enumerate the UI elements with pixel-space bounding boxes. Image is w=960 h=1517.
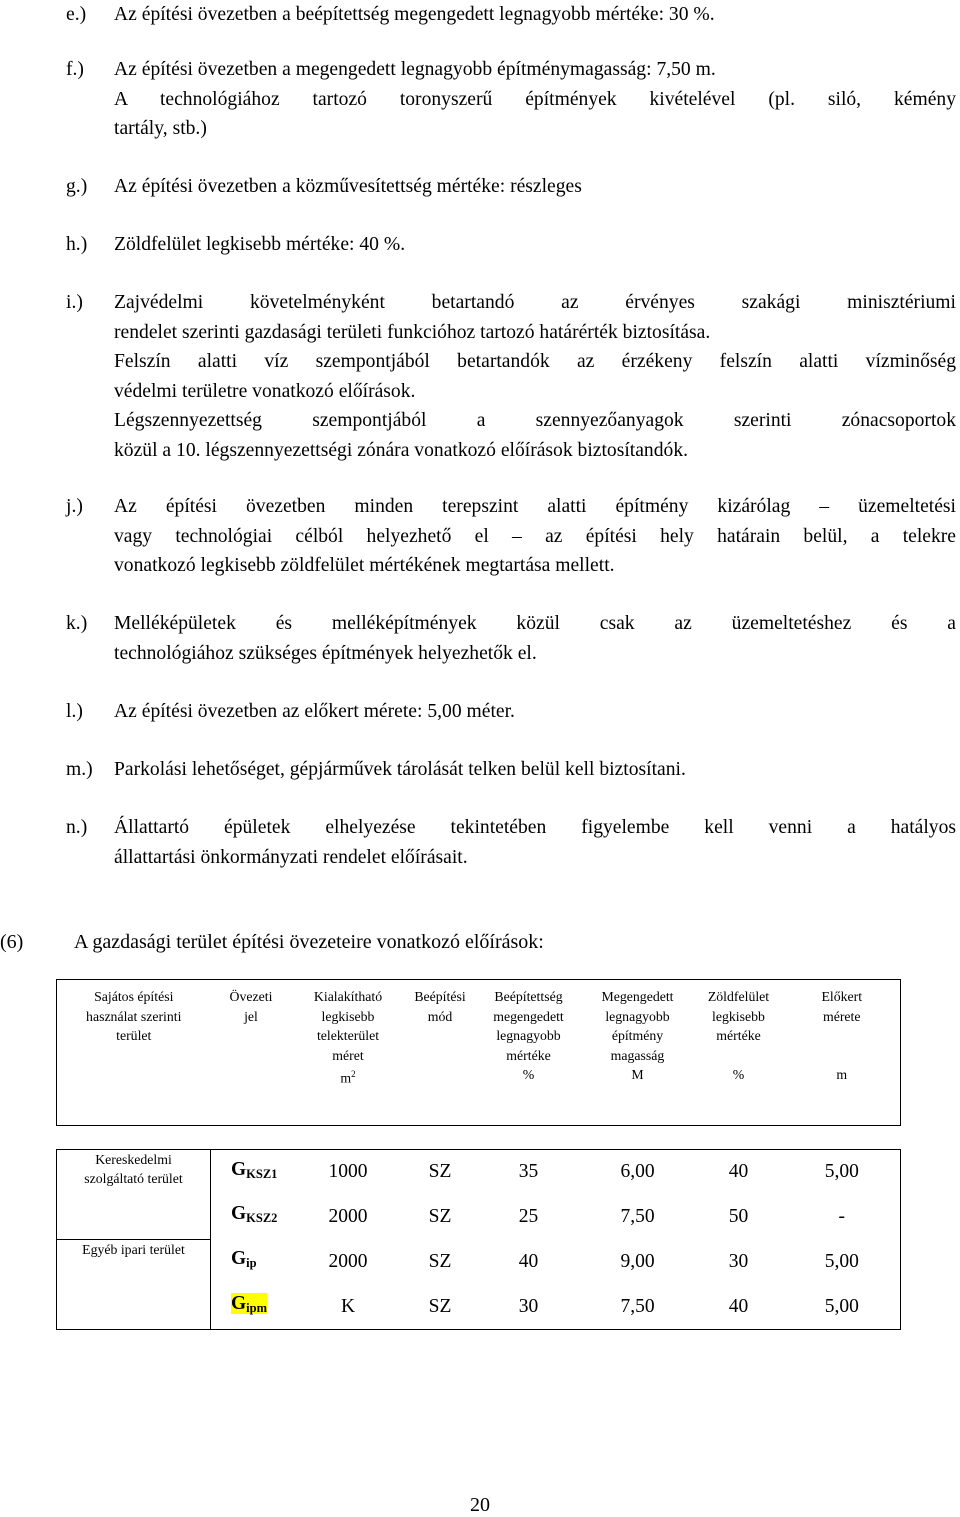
empty-cell xyxy=(57,1065,211,1125)
item-line: vagy technológiai célból helyezhető el – az építési hely határain belül, a telekre xyxy=(114,525,956,547)
item-line: A technológiához tartozó toronyszerű építmények kivételével (pl. siló, kémény xyxy=(114,88,956,110)
item-l xyxy=(66,697,956,727)
zone-code-letter: G xyxy=(231,1293,247,1314)
header-cell-land-use xyxy=(57,980,211,1066)
cell-height: 6,00 xyxy=(582,1149,694,1194)
header-line: telekterület xyxy=(316,1028,380,1043)
unit-setback: m xyxy=(784,1065,901,1125)
zoning-table xyxy=(56,979,901,1330)
zone-code-sub: KSZ2 xyxy=(246,1211,278,1226)
header-cell-front-setback xyxy=(784,980,901,1066)
header-line: legkisebb xyxy=(712,1008,765,1024)
zone-code-highlight xyxy=(231,1293,267,1314)
category-other-industrial xyxy=(57,1239,211,1329)
item-m xyxy=(66,755,956,785)
item-line: tartály, stb.) xyxy=(114,118,207,139)
empty-cell xyxy=(405,1065,476,1125)
cell-area: 1000 xyxy=(292,1149,405,1194)
unit-area-text: m xyxy=(340,1070,352,1086)
category-line: Kereskedelmi xyxy=(95,1151,172,1167)
item-i xyxy=(66,288,956,465)
header-cell-min-lot-area xyxy=(292,980,405,1066)
header-line: legnagyobb xyxy=(605,1008,670,1024)
category-commercial xyxy=(57,1149,211,1239)
item-line: technológiához szükséges építmények helyezhetők el. xyxy=(114,642,537,664)
cell-green: 40 xyxy=(694,1149,784,1194)
cell-coverage: 30 xyxy=(476,1284,582,1329)
header-line: használat szerinti xyxy=(86,1008,182,1024)
header-line: Zöldfelület xyxy=(707,989,770,1004)
item-label: e.) xyxy=(66,4,87,25)
cell-mode: SZ xyxy=(428,1250,452,1272)
header-line: méret xyxy=(332,1047,364,1063)
item-e xyxy=(66,0,956,30)
header-line: mértéke xyxy=(506,1047,551,1063)
section-title: A gazdasági terület építési övezeteire vonatkozó előírások: xyxy=(74,931,544,953)
cell-coverage: 35 xyxy=(476,1149,582,1194)
category-line: Egyéb ipari terület xyxy=(82,1241,185,1257)
item-line: Az építési övezetben az előkert mérete: 5,00 méter. xyxy=(114,701,515,722)
item-line: Állattartó épületek elhelyezése tekintetében figyelembe kell venni a hatályos xyxy=(114,817,956,838)
header-line: jel xyxy=(244,1008,258,1024)
table-header-row xyxy=(57,980,901,1066)
zone-code-letter: G xyxy=(231,1203,247,1225)
empty-cell xyxy=(211,1065,292,1125)
header-line: Megengedett xyxy=(601,989,674,1004)
item-label: f.) xyxy=(66,59,84,80)
cell-coverage: 40 xyxy=(518,1250,539,1272)
zone-code xyxy=(211,1194,292,1239)
table-row xyxy=(57,1149,901,1194)
cell-height: 7,50 xyxy=(620,1205,655,1227)
zone-code xyxy=(211,1239,292,1284)
zone-code-sub: ip xyxy=(246,1256,257,1271)
item-label: l.) xyxy=(66,701,83,722)
item-line: közül a 10. légszennyezettségi zónára vonatkozó előírások biztosítandók. xyxy=(114,439,689,461)
cell-setback: - xyxy=(784,1194,901,1239)
item-line: Zöldfelület legkisebb mértéke: 40 %. xyxy=(114,234,406,255)
unit-height: M xyxy=(582,1065,694,1125)
item-line: Melléképületek és melléképítmények közül csak az üzemeltetéshez és a xyxy=(114,613,956,634)
table-row xyxy=(57,1239,901,1284)
page-number: 20 xyxy=(470,1494,490,1516)
item-line: védelmi területre vonatkozó előírások. xyxy=(114,380,416,402)
table-spacer xyxy=(57,1125,901,1149)
header-line: Kialakítható xyxy=(313,989,383,1004)
header-line: legnagyobb xyxy=(496,1028,561,1043)
cell-area: 2000 xyxy=(328,1205,368,1227)
unit-area-exponent: 2 xyxy=(351,1069,356,1079)
unit-area xyxy=(292,1065,405,1125)
cell-height: 9,00 xyxy=(620,1250,655,1272)
header-line: Övezeti xyxy=(229,989,273,1004)
zone-code-sub: KSZ1 xyxy=(246,1166,278,1181)
cell-coverage: 25 xyxy=(518,1205,539,1227)
item-label: i.) xyxy=(66,292,83,313)
item-label: h.) xyxy=(66,234,88,255)
item-line: vonatkozó legkisebb zöldfelület mértékének megtartása mellett. xyxy=(114,555,615,576)
cell-green: 50 xyxy=(728,1205,749,1227)
header-line: építmény xyxy=(611,1028,664,1043)
header-line: mód xyxy=(427,1008,453,1024)
item-line: Parkolási lehetőséget, gépjárművek tárolását telken belül kell biztosítani. xyxy=(114,759,686,780)
zone-code-letter: G xyxy=(231,1248,247,1270)
item-label: j.) xyxy=(66,496,83,517)
header-cell-min-green xyxy=(694,980,784,1066)
cell-mode: SZ xyxy=(428,1205,452,1227)
zone-code xyxy=(211,1149,292,1194)
item-k xyxy=(66,609,956,668)
header-cell-building-mode xyxy=(405,980,476,1066)
item-label: m.) xyxy=(66,759,93,780)
item-label: n.) xyxy=(66,817,88,838)
header-line: mértéke xyxy=(716,1028,761,1043)
cell-area: 2000 xyxy=(328,1250,368,1272)
header-line: Beépítettség xyxy=(494,989,563,1004)
cell-setback: 5,00 xyxy=(784,1149,901,1194)
cell-height: 7,50 xyxy=(582,1284,694,1329)
zone-code-letter: G xyxy=(231,1158,247,1180)
header-line: magasság xyxy=(610,1047,665,1063)
header-line: Sajátos építési xyxy=(94,989,174,1004)
cell-green: 40 xyxy=(694,1284,784,1329)
cell-setback: 5,00 xyxy=(784,1284,901,1329)
header-line: Beépítési xyxy=(414,989,466,1004)
header-line: Előkert xyxy=(821,989,863,1004)
cell-mode: SZ xyxy=(405,1149,476,1194)
unit-green: % xyxy=(694,1065,784,1125)
cell-setback: 5,00 xyxy=(784,1239,901,1284)
item-line: Az építési övezetben a közművesítettség mértéke: részleges xyxy=(114,176,582,197)
cell-mode: SZ xyxy=(405,1284,476,1329)
zone-code-sub: ipm xyxy=(246,1301,268,1315)
table-units-row xyxy=(57,1065,901,1125)
item-label: k.) xyxy=(66,613,88,634)
zone-code xyxy=(211,1284,292,1329)
item-j xyxy=(66,492,956,581)
item-line: rendelet szerinti gazdasági területi funkcióhoz tartozó határérték biztosítása. xyxy=(114,321,711,343)
cell-area: K xyxy=(292,1284,405,1329)
item-line: Zajvédelmi követelményként betartandó az érvényes szakági minisztériumi xyxy=(114,292,956,313)
header-line: legkisebb xyxy=(321,1008,375,1024)
item-n xyxy=(66,813,956,872)
item-f xyxy=(66,55,956,144)
item-line: Az építési övezetben minden terepszint alatti építmény kizárólag – üzemeltetési xyxy=(114,496,956,517)
item-line: állattartási önkormányzati rendelet előírásait. xyxy=(114,846,468,868)
header-cell-max-height xyxy=(582,980,694,1066)
section-number: (6) xyxy=(0,931,24,953)
header-cell-max-coverage xyxy=(476,980,582,1066)
item-label: g.) xyxy=(66,176,88,197)
item-line: Az építési övezetben a beépítettség megengedett legnagyobb mértéke: 30 %. xyxy=(114,4,715,25)
header-line: mérete xyxy=(822,1008,861,1024)
header-line: megengedett xyxy=(493,1008,564,1024)
category-line: szolgáltató terület xyxy=(84,1171,183,1186)
item-line: Felszín alatti víz szempontjából betartandók az érzékeny felszín alatti vízminőség xyxy=(114,351,956,372)
header-line: terület xyxy=(116,1028,152,1043)
item-line: Légszennyezettség szempontjából a szennyezőanyagok szerinti zónacsoportok xyxy=(114,410,956,431)
item-line: Az építési övezetben a megengedett legnagyobb építménymagasság: 7,50 m. xyxy=(114,59,716,80)
spacer-cell xyxy=(57,1125,901,1149)
item-h xyxy=(66,230,956,260)
header-cell-zone-code xyxy=(211,980,292,1066)
unit-coverage: % xyxy=(476,1065,582,1125)
cell-green: 30 xyxy=(728,1250,749,1272)
item-g xyxy=(66,172,956,202)
